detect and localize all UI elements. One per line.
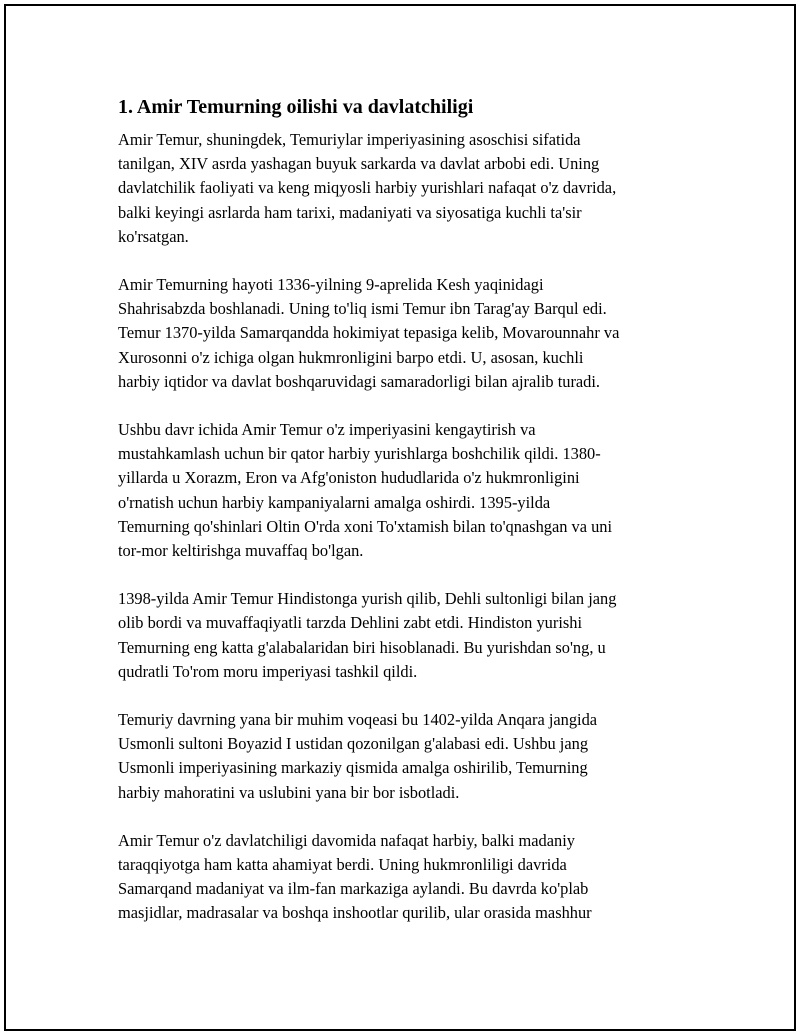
paragraph-2 bbox=[118, 273, 693, 394]
text-line: Usmonli sultoni Boyazid I ustidan qozonilgan g'alabasi edi. Ushbu jang bbox=[118, 734, 589, 754]
text-line: taraqqiyotga ham katta ahamiyat berdi. Uning hukmronliligi davrida bbox=[118, 855, 567, 875]
text-line: Xurosonni o'z ichiga olgan hukmronligini barpo etdi. U, asosan, kuchli bbox=[118, 347, 584, 367]
text-line: 1398-yilda Amir Temur Hindistonga yurish qilib, Dehli sultonligi bilan jang bbox=[118, 589, 617, 609]
text-line: yillarda u Xorazm, Eron va Afg'oniston hududlarida o'z hukmronligini bbox=[118, 468, 580, 488]
paragraph-3 bbox=[118, 418, 693, 563]
text-line: Samarqand madaniyat va ilm-fan markaziga aylandi. Bu davrda ko'plab bbox=[118, 879, 589, 899]
paragraph-5 bbox=[118, 708, 693, 805]
text-line: Temur 1370-yilda Samarqandda hokimiyat tepasiga kelib, Movarounnahr va bbox=[118, 323, 620, 343]
text-line: harbiy iqtidor va davlat boshqaruvidagi samaradorligi bilan ajralib turadi. bbox=[118, 371, 601, 391]
text-line: masjidlar, madrasalar va boshqa inshootlar qurilib, ular orasida mashhur bbox=[118, 903, 592, 923]
text-line: Ushbu davr ichida Amir Temur o'z imperiyasini kengaytirish va bbox=[118, 420, 536, 440]
document-body bbox=[118, 94, 693, 950]
text-line: tanilgan, XIV asrda yashagan buyuk sarkarda va davlat arbobi edi. Uning bbox=[118, 154, 600, 174]
text-line: Usmonli imperiyasining markaziy qismida amalga oshirilib, Temurning bbox=[118, 758, 588, 778]
text-line: Temuriy davrning yana bir muhim voqeasi bu 1402-yilda Anqara jangida bbox=[118, 710, 598, 730]
text-line: Temurning qo'shinlari Oltin O'rda xoni To'xtamish bilan to'qnashgan va uni bbox=[118, 516, 613, 536]
text-line: o'rnatish uchun harbiy kampaniyalarni amalga oshirdi. 1395-yilda bbox=[118, 492, 551, 512]
text-line: olib bordi va muvaffaqiyatli tarzda Dehlini zabt etdi. Hindiston yurishi bbox=[118, 613, 582, 633]
text-line: ko'rsatgan. bbox=[118, 226, 189, 246]
text-line: Temurning eng katta g'alabalaridan biri hisoblanadi. Bu yurishdan so'ng, u bbox=[118, 637, 606, 657]
text-line: Amir Temur o'z davlatchiligi davomida nafaqat harbiy, balki madaniy bbox=[118, 830, 575, 850]
paragraph-1 bbox=[118, 128, 693, 249]
text-line: qudratli To'rom moru imperiyasi tashkil qildi. bbox=[118, 661, 418, 681]
text-line: harbiy mahoratini va uslubini yana bir bor isbotladi. bbox=[118, 782, 460, 802]
text-line: Amir Temur, shuningdek, Temuriylar imperiyasining asoschisi sifatida bbox=[118, 130, 581, 149]
text-line: tor-mor keltirishga muvaffaq bo'lgan. bbox=[118, 541, 364, 561]
text-line: Shahrisabzda boshlanadi. Uning to'liq ismi Temur ibn Tarag'ay Barqul edi. bbox=[118, 299, 607, 319]
paragraph-6 bbox=[118, 829, 693, 926]
text-line: Amir Temurning hayoti 1336-yilning 9-aprelida Kesh yaqinidagi bbox=[118, 275, 544, 295]
text-line: mustahkamlash uchun bir qator harbiy yurishlarga boshchilik qildi. 1380- bbox=[118, 444, 601, 464]
text-line: davlatchilik faoliyati va keng miqyosli harbiy yurishlari nafaqat o'z davrida, bbox=[118, 178, 617, 198]
section-heading: 1. Amir Temurning oilishi va davlatchiligi bbox=[118, 96, 474, 118]
text-line: balki keyingi asrlarda ham tarixi, madaniyati va siyosatiga kuchli ta'sir bbox=[118, 202, 582, 222]
paragraph-4 bbox=[118, 587, 693, 684]
